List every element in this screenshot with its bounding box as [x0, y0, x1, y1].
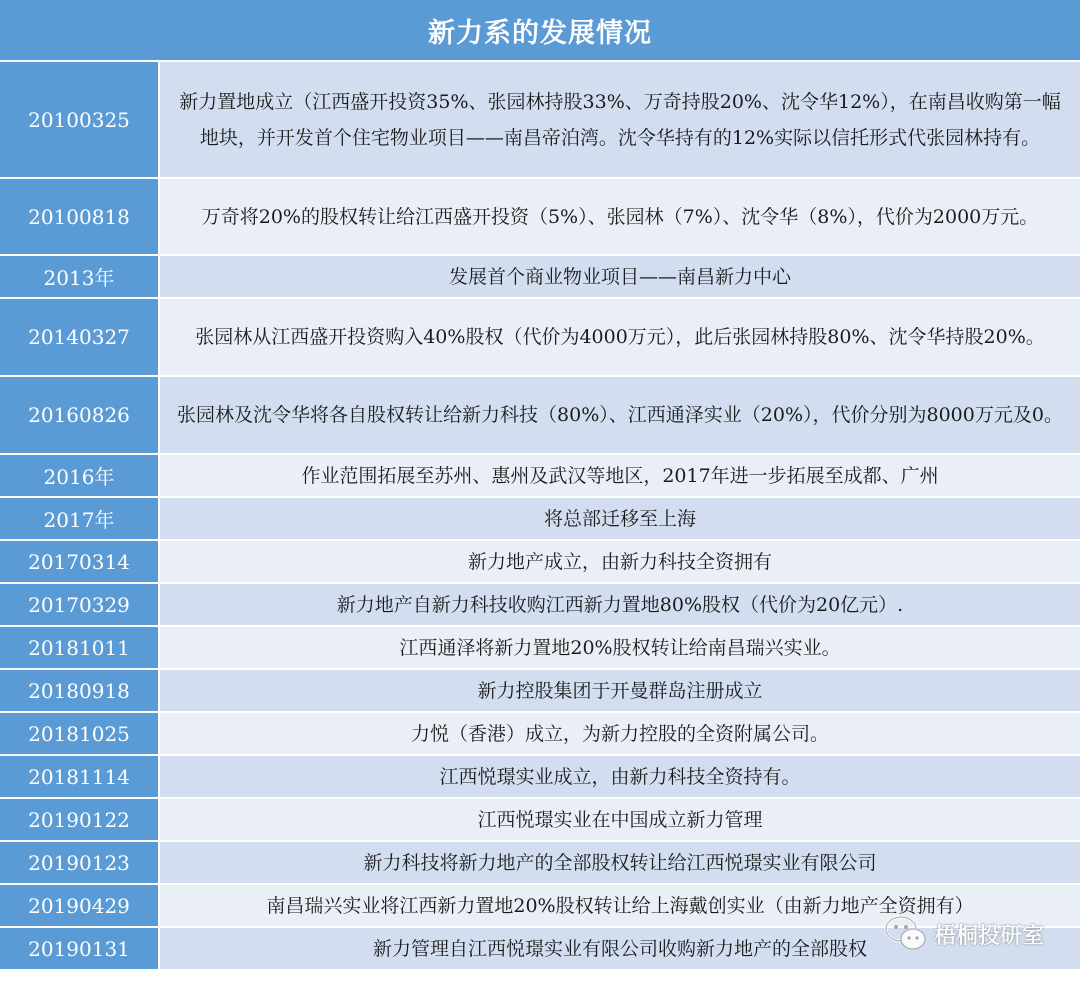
row-date: 20170314 — [0, 540, 159, 583]
row-date: 20170329 — [0, 583, 159, 626]
row-event: 新力控股集团于开曼群岛注册成立 — [159, 669, 1080, 712]
row-event: 新力置地成立（江西盛开投资35%、张园林持股33%、万奇持股20%、沈令华12%），在南昌收购第一幅地块，并开发首个住宅物业项目——南昌帝泊湾。沈令华持有的12%实际以信托形式代张园林持有。 — [159, 62, 1080, 178]
row-date: 20190131 — [0, 927, 159, 970]
row-event: 江西通泽将新力置地20%股权转让给南昌瑞兴实业。 — [159, 626, 1080, 669]
watermark-text: 梧桐投研室 — [933, 923, 1044, 949]
row-event: 作业范围拓展至苏州、惠州及武汉等地区，2017年进一步拓展至成都、广州 — [159, 454, 1080, 497]
timeline-body — [0, 62, 1080, 970]
table-row — [0, 798, 1080, 841]
title-bar — [0, 0, 1080, 62]
row-date: 20100325 — [0, 62, 159, 178]
row-date: 20190429 — [0, 884, 159, 927]
row-event: 江西悦璟实业在中国成立新力管理 — [159, 798, 1080, 841]
row-date: 20190123 — [0, 841, 159, 884]
wechat-icon — [884, 914, 928, 954]
row-date: 20140327 — [0, 298, 159, 376]
table-row — [0, 497, 1080, 540]
row-event: 张园林及沈令华将各自股权转让给新力科技（80%）、江西通泽实业（20%），代价分别为8000万元及0。 — [159, 376, 1080, 454]
row-event: 新力管理自江西悦璟实业有限公司收购新力地产的全部股权 — [159, 927, 1080, 970]
row-event: 江西悦璟实业成立，由新力科技全资持有。 — [159, 755, 1080, 798]
row-event: 新力地产成立，由新力科技全资拥有 — [159, 540, 1080, 583]
row-event: 新力科技将新力地产的全部股权转让给江西悦璟实业有限公司 — [159, 841, 1080, 884]
table-row — [0, 255, 1080, 298]
row-date: 2017年 — [0, 497, 159, 540]
row-event: 万奇将20%的股权转让给江西盛开投资（5%）、张园林（7%）、沈令华（8%），代价为2000万元。 — [159, 178, 1080, 255]
table-row — [0, 626, 1080, 669]
table-row — [0, 62, 1080, 178]
row-date: 20180918 — [0, 669, 159, 712]
table-row — [0, 376, 1080, 454]
watermark — [884, 914, 1044, 954]
row-date: 2013年 — [0, 255, 159, 298]
row-event: 张园林从江西盛开投资购入40%股权（代价为4000万元），此后张园林持股80%、沈令华持股20%。 — [159, 298, 1080, 376]
table-row — [0, 540, 1080, 583]
table-row — [0, 755, 1080, 798]
row-date: 20181114 — [0, 755, 159, 798]
table-row — [0, 178, 1080, 255]
table-row — [0, 841, 1080, 884]
row-event: 南昌瑞兴实业将江西新力置地20%股权转让给上海戴创实业（由新力地产全资拥有） — [159, 884, 1080, 927]
row-date: 20160826 — [0, 376, 159, 454]
row-event: 将总部迁移至上海 — [159, 497, 1080, 540]
row-date: 2016年 — [0, 454, 159, 497]
row-date: 20181011 — [0, 626, 159, 669]
row-date: 20181025 — [0, 712, 159, 755]
table-row — [0, 454, 1080, 497]
row-date: 20190122 — [0, 798, 159, 841]
row-event: 新力地产自新力科技收购江西新力置地80%股权（代价为20亿元）. — [159, 583, 1080, 626]
page-title: 新力系的发展情况 — [428, 17, 652, 49]
row-event: 力悦（香港）成立，为新力控股的全资附属公司。 — [159, 712, 1080, 755]
row-event: 发展首个商业物业项目——南昌新力中心 — [159, 255, 1080, 298]
timeline-table — [0, 62, 1080, 971]
table-row — [0, 669, 1080, 712]
table-row — [0, 583, 1080, 626]
table-row — [0, 298, 1080, 376]
table-row — [0, 712, 1080, 755]
row-date: 20100818 — [0, 178, 159, 255]
